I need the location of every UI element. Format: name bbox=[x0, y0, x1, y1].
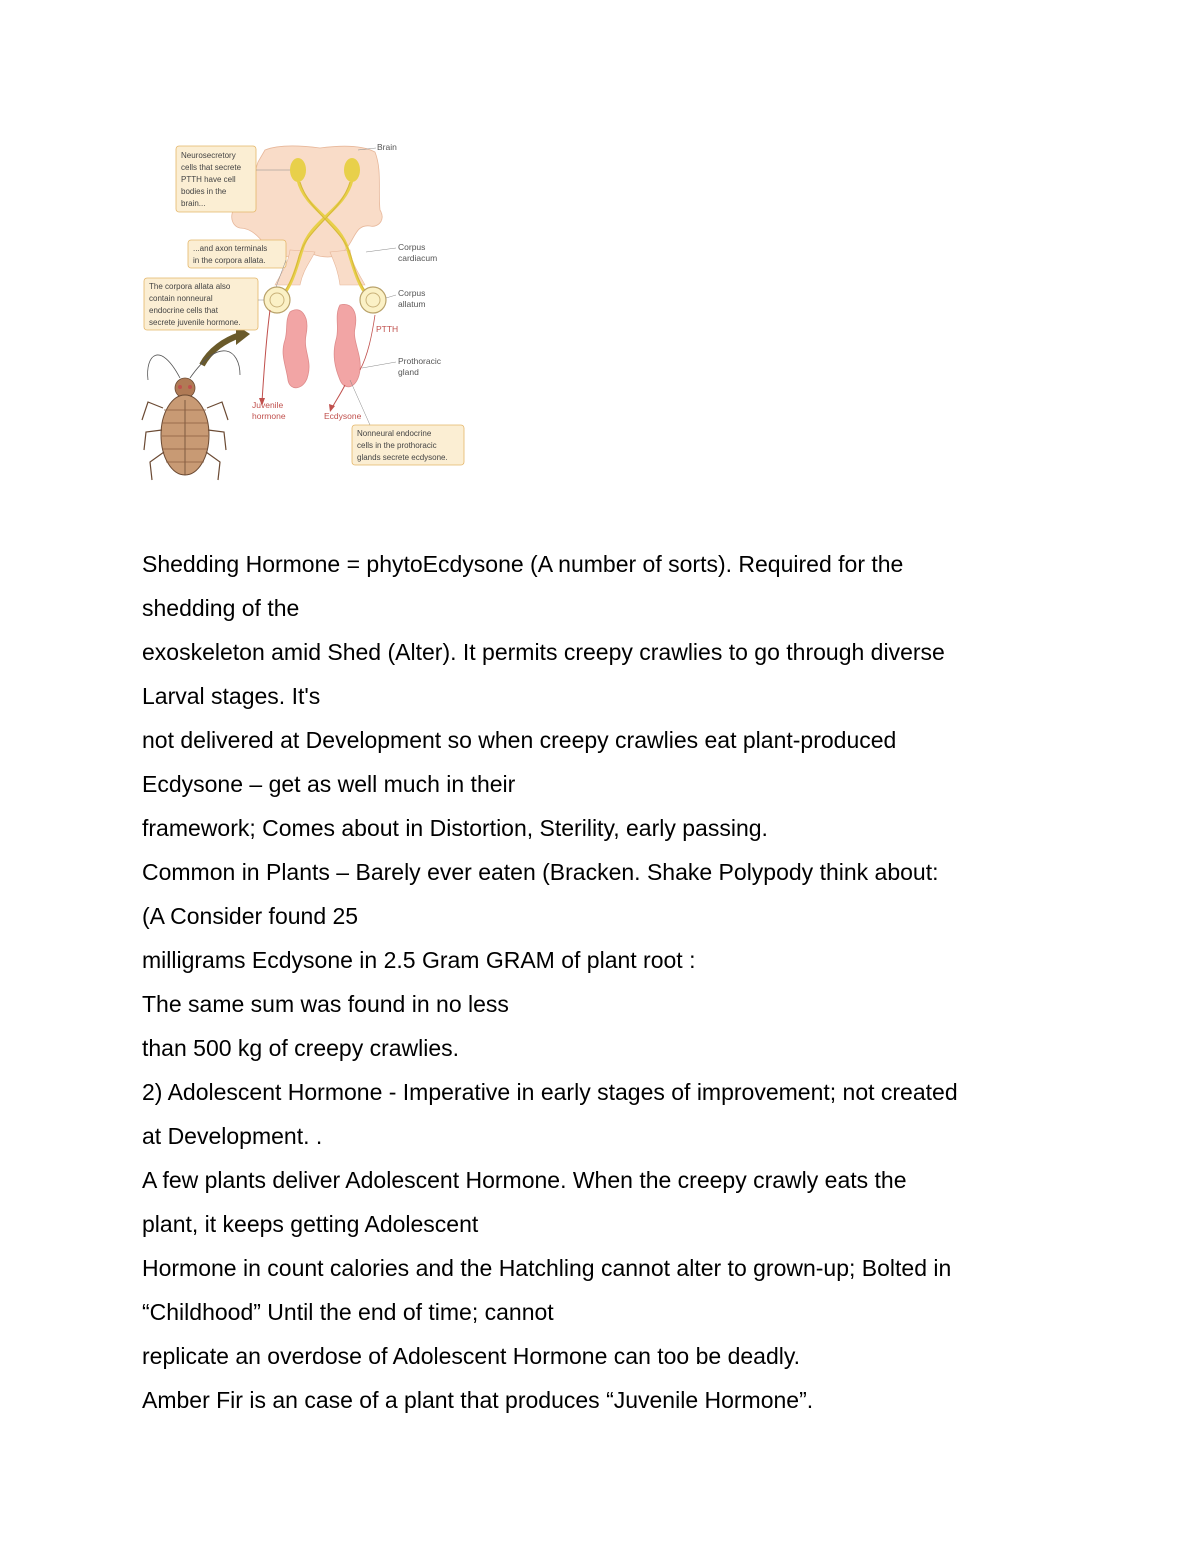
zoom-arrow bbox=[202, 335, 240, 365]
text-line: shedding of the bbox=[142, 595, 300, 621]
text-line: Shedding Hormone = phytoEcdysone (A number of sorts). Required for the bbox=[142, 551, 904, 577]
callout-nonneural: Nonneural endocrine cells in the prothoracic glands secrete ecdysone. bbox=[357, 429, 448, 462]
callout-neurosecretory: Neurosecretory cells that secrete PTTH have cell bodies in the brain... bbox=[181, 151, 242, 208]
corpus-allatum-right bbox=[360, 287, 386, 313]
text-line: not delivered at Development so when creepy crawlies eat plant-produced bbox=[142, 727, 897, 753]
label-brain: Brain bbox=[377, 142, 397, 152]
corpus-cardiacum-leader bbox=[366, 248, 396, 252]
text-line: plant, it keeps getting Adolescent bbox=[142, 1211, 479, 1237]
label-juvenile-hormone: Juvenile hormone bbox=[252, 400, 286, 421]
text-line: exoskeleton amid Shed (Alter). It permits creepy crawlies to go through diverse bbox=[142, 639, 945, 665]
label-ecdysone: Ecdysone bbox=[324, 411, 362, 421]
text-line: replicate an overdose of Adolescent Hormone can too be deadly. bbox=[142, 1343, 801, 1369]
neurosecretory-cell-left bbox=[290, 158, 306, 182]
ecdysone-arrow bbox=[332, 385, 345, 408]
prothoracic-gland-right bbox=[334, 304, 360, 386]
text-line: than 500 kg of creepy crawlies. bbox=[142, 1035, 460, 1061]
text-line: The same sum was found in no less bbox=[142, 991, 509, 1017]
insect-endocrine-diagram bbox=[140, 140, 470, 485]
callout-axon-terminals: ...and axon terminals in the corpora allata. bbox=[193, 244, 268, 265]
label-corpus-cardiacum: Corpus cardiacum bbox=[398, 242, 438, 263]
corpus-allatum-leader bbox=[386, 295, 396, 298]
text-line: milligrams Ecdysone in 2.5 Gram GRAM of plant root : bbox=[142, 947, 696, 973]
text-line: at Development. . bbox=[142, 1123, 323, 1149]
text-line: Larval stages. It's bbox=[142, 683, 321, 709]
text-line: 2) Adolescent Hormone - Imperative in early stages of improvement; not created bbox=[142, 1079, 958, 1105]
body-text bbox=[142, 542, 1082, 1422]
label-prothoracic-gland: Prothoracic gland bbox=[398, 356, 441, 377]
text-line: Ecdysone – get as well much in their bbox=[142, 771, 516, 797]
text-line: framework; Comes about in Distortion, Sterility, early passing. bbox=[142, 815, 768, 841]
juvenile-hormone-arrow bbox=[262, 310, 270, 402]
callout-corpora-allata: The corpora allata also contain nonneural endocrine cells that secrete juvenile hormone. bbox=[149, 282, 241, 327]
text-line: A few plants deliver Adolescent Hormone. When the creepy crawly eats the bbox=[142, 1167, 907, 1193]
corpus-allatum-left bbox=[264, 287, 290, 313]
text-line: Hormone in count calories and the Hatchling cannot alter to grown-up; Bolted in bbox=[142, 1255, 952, 1281]
cockroach-illustration bbox=[142, 351, 240, 480]
prothoracic-gland-left bbox=[283, 310, 309, 388]
text-line: Common in Plants – Barely ever eaten (Bracken. Shake Polypody think about: bbox=[142, 859, 939, 885]
neurosecretory-cell-right bbox=[344, 158, 360, 182]
text-line: “Childhood” Until the end of time; cannot bbox=[142, 1299, 554, 1325]
ptth-arrow bbox=[360, 315, 375, 370]
label-corpus-allatum: Corpus allatum bbox=[398, 288, 426, 309]
text-line: Amber Fir is an case of a plant that produces “Juvenile Hormone”. bbox=[142, 1387, 814, 1413]
label-ptth: PTTH bbox=[376, 324, 399, 334]
prothoracic-leader bbox=[362, 362, 396, 368]
text-line: (A Consider found 25 bbox=[142, 903, 359, 929]
